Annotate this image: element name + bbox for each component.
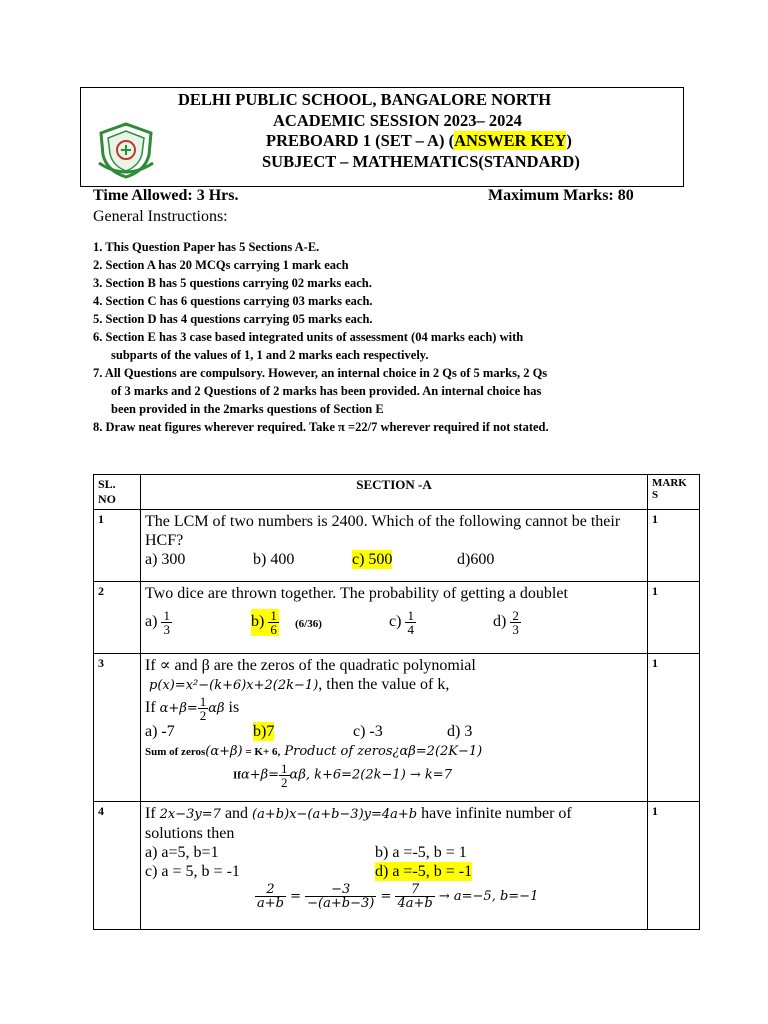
answer-note: (6/36) — [295, 618, 322, 630]
solution-line: Sum of zeros(α+β) = K+ 6, Product of zeros¿αβ=2(2K−1) — [145, 744, 483, 759]
general-instructions-heading: General Instructions: — [93, 208, 228, 225]
table-row — [94, 510, 700, 582]
school-logo-icon — [95, 121, 157, 179]
table-row — [94, 654, 700, 802]
col-section-header: SECTION -A — [141, 475, 648, 510]
instruction-item: 2. Section A has 20 MCQs carrying 1 mark each — [93, 258, 349, 272]
option-c: c) $\frac{1}{4}$ — [389, 608, 414, 637]
option-a: a) a=5, b=1 — [145, 844, 219, 861]
option-b-answer: b) $\frac{1}{6}$ — [251, 608, 277, 637]
question-text: If 2x−3y=7 and (a+b)x−(a+b−3)y=4a+b have infinite number of — [145, 805, 572, 822]
option-d-answer: d) a =-5, b = -1 — [375, 863, 473, 880]
question-text: solutions then — [145, 825, 235, 842]
answer-key-highlight: ANSWER KEY — [454, 131, 567, 150]
options-row — [145, 722, 643, 742]
option-b-answer: b)7 — [253, 723, 275, 740]
question-cell — [141, 510, 648, 582]
question-cell — [141, 582, 648, 654]
question-marks: 1 — [648, 582, 700, 654]
condition-line: If α+β= $\frac{1}{2}$ αβ is — [145, 694, 240, 723]
option-c: c) a = 5, b = -1 — [145, 863, 240, 880]
question-number: 1 — [94, 510, 141, 582]
question-number: 2 — [94, 582, 141, 654]
instruction-item: 1. This Question Paper has 5 Sections A-E. — [93, 240, 320, 254]
option-b: b) a =-5, b = 1 — [375, 844, 467, 861]
option-c: c) -3 — [353, 723, 383, 740]
instruction-item: 7. All Questions are compulsory. However, an internal choice in 2 Qs of 5 marks, 2 Qs — [93, 366, 548, 380]
table-row — [94, 582, 700, 654]
instruction-item: 4. Section C has 6 questions carrying 03 marks each. — [93, 294, 373, 308]
option-d: d) $\frac{2}{3}$ — [493, 608, 519, 637]
question-marks: 1 — [648, 802, 700, 930]
options-row — [145, 603, 643, 637]
solution-line: Ifα+β= $\frac{1}{2}$ αβ, k+6=2(2k−1) → k=7 — [233, 761, 452, 790]
option-d: d)600 — [457, 551, 495, 568]
max-marks: Maximum Marks: 80 — [488, 187, 634, 204]
question-cell — [141, 802, 648, 930]
polynomial-expression: p(x)=x²−(k+6)x+2(2k−1) — [149, 678, 319, 693]
question-number: 3 — [94, 654, 141, 802]
question-text: The LCM of two numbers is 2400. Which of the following cannot be their HCF? — [145, 513, 621, 549]
preboard-title: PREBOARD 1 (SET – A) (ANSWER KEY) — [266, 131, 572, 150]
option-a: a) 300 — [145, 551, 186, 568]
table-row — [94, 802, 700, 930]
time-allowed: Time Allowed: 3 Hrs. — [93, 187, 239, 204]
school-name: DELHI PUBLIC SCHOOL, BANGALORE NORTH — [178, 90, 552, 109]
instruction-item: 6. Section E has 3 case based integrated units of assessment (04 marks each) with — [93, 330, 524, 344]
question-text: If ∝ and β are the zeros of the quadratic polynomial — [145, 657, 476, 674]
solution-line: $\frac{2}{a+b}$ = $\frac{-3}{-(a+b-3)}$ = $\frac{7}{4a+b}$ → a=−5, b=−1 — [257, 882, 539, 911]
option-a: a) -7 — [145, 723, 175, 740]
instructions-list — [93, 238, 693, 436]
instruction-item: of 3 marks and 2 Questions of 2 marks has been provided. An internal choice has — [111, 384, 542, 398]
question-cell — [141, 654, 648, 802]
academic-session: ACADEMIC SESSION 2023– 2024 — [273, 111, 522, 130]
option-b: b) 400 — [253, 551, 295, 568]
question-text: Two dice are thrown together. The probability of getting a doublet — [145, 585, 568, 602]
col-sl-header: SL. NO — [94, 475, 141, 510]
col-marks-header: MARK S — [648, 475, 700, 510]
equation-2: (a+b)x−(a+b−3)y=4a+b — [252, 807, 418, 822]
option-d: d) 3 — [447, 723, 473, 740]
options-grid — [145, 843, 643, 883]
question-text: p(x)=x²−(k+6)x+2(2k−1), then the value of k, — [149, 676, 450, 693]
options-row — [145, 550, 643, 570]
option-a: a) $\frac{1}{3}$ — [145, 608, 170, 637]
question-marks: 1 — [648, 510, 700, 582]
option-c-answer: c) 500 — [352, 551, 393, 568]
equation-1: 2x−3y=7 — [159, 807, 221, 822]
table-header-row — [94, 475, 700, 510]
subject-title: SUBJECT – MATHEMATICS(STANDARD) — [262, 152, 580, 171]
question-number: 4 — [94, 802, 141, 930]
instruction-item: 8. Draw neat figures wherever required. Take π =22/7 wherever required if not stated. — [93, 420, 549, 434]
instruction-item: 3. Section B has 5 questions carrying 02 marks each. — [93, 276, 372, 290]
instruction-item: 5. Section D has 4 questions carrying 05 marks each. — [93, 312, 373, 326]
instruction-item: subparts of the values of 1, 1 and 2 marks each respectively. — [111, 348, 429, 362]
questions-table — [93, 474, 700, 930]
instruction-item: been provided in the 2marks questions of Section E — [111, 402, 384, 416]
question-marks: 1 — [648, 654, 700, 802]
